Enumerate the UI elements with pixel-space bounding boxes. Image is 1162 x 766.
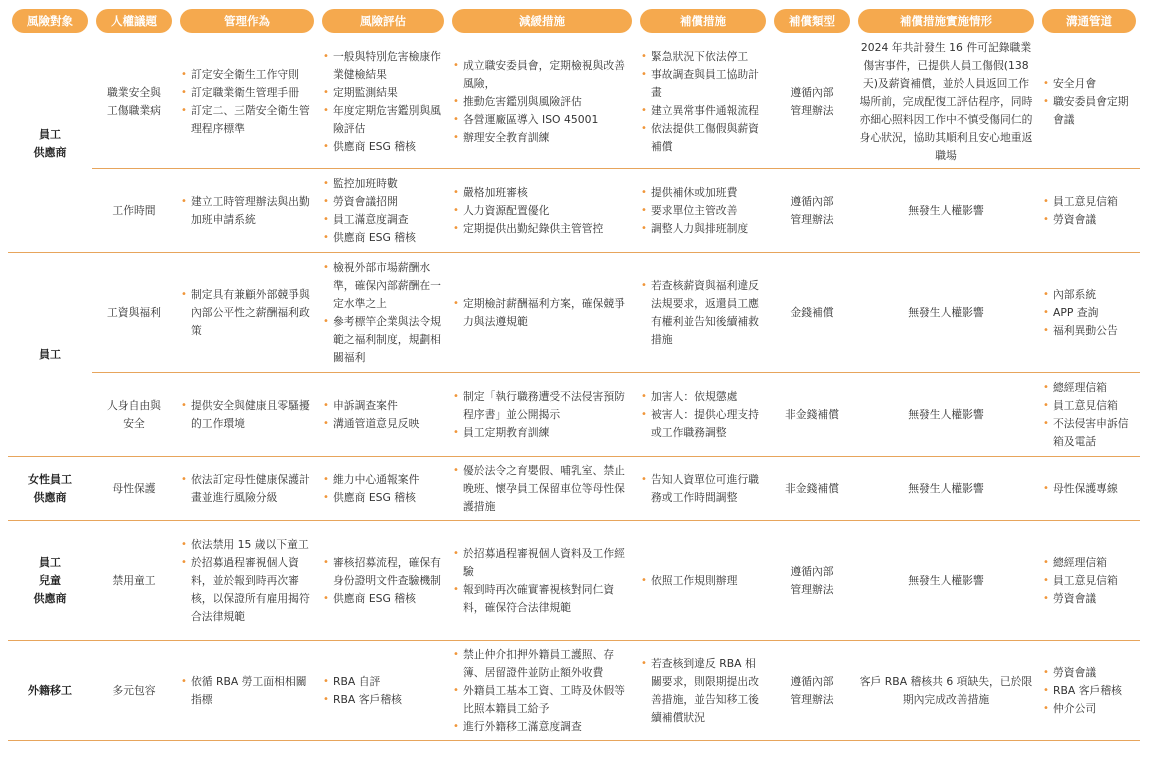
management-action-item: • 於招募過程審視個人資料，並於報到時再次審核，以保證所有雇用揭符合法律規範 [181, 554, 313, 626]
compensation-type-text: 金錢補償 [790, 305, 834, 319]
human-rights-issue-text: 工作時間 [112, 203, 156, 217]
risk-assessment-item: • 監控加班時數 [323, 175, 443, 193]
mitigation-measure-item: • 成立職安委員會，定期檢視與改善風險， [453, 57, 631, 93]
risk-object-text: 供應商 [33, 490, 67, 504]
mitigation-measure-item: • 報到時再次確實審視核對同仁資料，確保符合法律規範 [453, 581, 631, 617]
risk-assessment-item: • 勞資會議招開 [323, 193, 443, 211]
management-action [176, 521, 318, 641]
compensation-type [770, 169, 854, 253]
management-action [176, 373, 318, 457]
compensation-type-text: 管理辦法 [790, 582, 834, 596]
risk-object [8, 641, 92, 741]
table-row [8, 521, 1140, 641]
human-rights-issue-text: 工傷職業病 [107, 104, 161, 117]
compensation-type [770, 521, 854, 641]
header-row [8, 8, 1140, 34]
column-header [854, 8, 1038, 34]
implementation-status-text: 客戶 RBA 稽核共 6 項缺失，已於限期內完成改善措施 [859, 674, 1033, 706]
management-action [176, 457, 318, 521]
compensation-measure-item: • 被害人：提供心理支持或工作職務調整 [641, 406, 765, 442]
human-rights-issue [92, 253, 176, 373]
table-row [8, 253, 1140, 373]
risk-assessment [318, 373, 448, 457]
risk-assessment [318, 521, 448, 641]
column-header [318, 8, 448, 34]
human-rights-issue-text: 禁用童工 [112, 573, 156, 587]
management-action-item: • 依法禁用 15 歲以下童工 [181, 536, 313, 554]
implementation-status-text: 無發生人權影響 [908, 203, 984, 217]
column-header-label: 風險評估 [322, 9, 444, 33]
communication-channel [1038, 36, 1140, 169]
human-rights-issue [92, 36, 176, 169]
risk-object-text: 外籍移工 [28, 683, 72, 697]
mitigation-measure [448, 373, 636, 457]
compensation-measure-item: • 要求單位主管改善 [641, 202, 765, 220]
communication-channel [1038, 641, 1140, 741]
column-header-label: 人權議題 [96, 9, 172, 33]
column-header-label: 管理作為 [180, 9, 314, 33]
communication-channel-item: • RBA 客戶稽核 [1043, 682, 1135, 700]
risk-assessment-item: • RBA 自評 [323, 673, 443, 691]
column-header [770, 8, 854, 34]
communication-channel-item: • 不法侵害申訴信箱及電話 [1043, 415, 1135, 451]
risk-assessment-item: • 供應商 ESG 稽核 [323, 138, 443, 156]
risk-assessment-item: • 一般與特別危害檢康作業健檢結果 [323, 48, 443, 84]
risk-assessment-item: • 申訴調查案件 [323, 397, 443, 415]
management-action [176, 169, 318, 253]
mitigation-measure-item: • 嚴格加班審核 [453, 184, 631, 202]
risk-object-text: 兒童 [39, 573, 61, 587]
risk-assessment-item: • 供應商 ESG 稽核 [323, 229, 443, 247]
compensation-measure-item: • 緊急狀況下依法停工 [641, 48, 765, 66]
human-rights-issue-text: 安全 [123, 416, 145, 430]
column-header-label: 補償類型 [774, 9, 850, 33]
compensation-type [770, 253, 854, 373]
mitigation-measure-item: • 人力資源配置優化 [453, 202, 631, 220]
management-action-item: • 提供安全與健康且零騷擾的工作環境 [181, 397, 313, 433]
mitigation-measure [448, 521, 636, 641]
risk-object-text: 員工 [39, 128, 61, 141]
compensation-type-text: 遵循內部 [790, 564, 834, 578]
column-header-label: 減緩措施 [452, 9, 632, 33]
implementation-status-text: 無發生人權影響 [908, 407, 984, 421]
risk-assessment [318, 169, 448, 253]
communication-channel-item: • 員工意見信箱 [1043, 397, 1135, 415]
communication-channel [1038, 253, 1140, 373]
risk-object [8, 521, 92, 641]
risk-assessment-item: • 定期監測結果 [323, 84, 443, 102]
column-header-label: 溝通管道 [1042, 9, 1136, 33]
column-header [448, 8, 636, 34]
implementation-status-text: 2024 年共計發生 16 件可記錄職業傷害事件，已提供人員工傷假(138 天)及薪資補償，並於人員返回工作場所前，完成配復工評估程序，同時亦細心照料因工作中不慎受傷同仁的身心狀況，協助其順利且安心地重返職場 [859, 41, 1033, 162]
management-action [176, 641, 318, 741]
risk-object [8, 253, 92, 457]
risk-assessment-item: • RBA 客戶稽核 [323, 691, 443, 709]
management-action-item: • 訂定職業衛生管理手冊 [181, 84, 313, 102]
human-rights-issue-text: 工資與福利 [107, 305, 161, 319]
compensation-measure [636, 373, 770, 457]
human-rights-issue-text: 多元包容 [112, 683, 156, 697]
communication-channel-item: • 總經理信箱 [1043, 554, 1135, 572]
risk-assessment [318, 457, 448, 521]
human-rights-issue-text: 人身自由與 [107, 398, 161, 412]
implementation-status [854, 373, 1038, 457]
mitigation-measure [448, 169, 636, 253]
compensation-type [770, 373, 854, 457]
mitigation-measure-item: • 制定「執行職務遭受不法侵害預防程序書」並公開揭示 [453, 388, 631, 424]
table-row [8, 457, 1140, 521]
table-row [8, 36, 1140, 169]
table-row [8, 641, 1140, 741]
human-rights-issue [92, 641, 176, 741]
compensation-type-text: 管理辦法 [790, 104, 834, 117]
mitigation-measure-item: • 於招募過程審視個人資料及工作經驗 [453, 545, 631, 581]
communication-channel-item: • 員工意見信箱 [1043, 572, 1135, 590]
mitigation-measure-item: • 定期檢討薪酬福利方案，確保競爭力與法遵規範 [453, 295, 631, 331]
compensation-measure-item: • 事故調查與員工協助計畫 [641, 66, 765, 102]
compensation-measure-item: • 調整人力與排班制度 [641, 220, 765, 238]
implementation-status [854, 36, 1038, 169]
communication-channel [1038, 521, 1140, 641]
communication-channel [1038, 373, 1140, 457]
risk-assessment [318, 36, 448, 169]
communication-channel [1038, 457, 1140, 521]
compensation-measure-item: • 加害人：依規懲處 [641, 388, 765, 406]
risk-assessment-item: • 檢視外部市場薪酬水準，確保內部薪酬在一定水準之上 [323, 259, 443, 313]
compensation-type-text: 遵循內部 [790, 86, 834, 99]
risk-object-text: 員工 [39, 347, 61, 361]
compensation-type-text: 遵循內部 [790, 674, 834, 688]
table-body [8, 34, 1140, 741]
management-action-item: • 制定具有兼顧外部競爭與內部公平性之薪酬福利政策 [181, 286, 313, 340]
implementation-status-text: 無發生人權影響 [908, 573, 984, 587]
management-action-item: • 訂定安全衛生工作守則 [181, 66, 313, 84]
risk-assessment-item: • 溝通管道意見反映 [323, 415, 443, 433]
management-action [176, 36, 318, 169]
mitigation-measure-item: • 禁止仲介扣押外籍員工護照、存簿、居留證件並防止額外收費 [453, 646, 631, 682]
risk-object-text: 供應商 [33, 146, 67, 159]
management-action-item: • 依法訂定母性健康保護計畫並進行風險分級 [181, 471, 313, 507]
column-header-label: 補償措施實施情形 [858, 9, 1034, 33]
compensation-measure [636, 169, 770, 253]
risk-assessment-item: • 員工滿意度調查 [323, 211, 443, 229]
compensation-type-text: 非金錢補償 [785, 407, 839, 421]
risk-assessment-item: • 維力中心通報案件 [323, 471, 443, 489]
risk-assessment-item: • 供應商 ESG 稽核 [323, 489, 443, 507]
mitigation-measure-item: • 員工定期教育訓練 [453, 424, 631, 442]
mitigation-measure-item: • 外籍員工基本工資、工時及休假等比照本籍員工給予 [453, 682, 631, 718]
risk-object [8, 457, 92, 521]
mitigation-measure-item: • 定期提供出勤紀錄供主管管控 [453, 220, 631, 238]
communication-channel-item: • 勞資會議 [1043, 211, 1135, 229]
implementation-status [854, 169, 1038, 253]
mitigation-measure [448, 36, 636, 169]
human-rights-risk-table [8, 8, 1140, 741]
mitigation-measure-item: • 優於法令之育嬰假、哺乳室、禁止晚班、懷孕員工保留車位等母性保護措施 [453, 462, 631, 516]
mitigation-measure [448, 253, 636, 373]
communication-channel-item: • 勞資會議 [1043, 664, 1135, 682]
risk-assessment-item: • 供應商 ESG 稽核 [323, 590, 443, 608]
compensation-type [770, 36, 854, 169]
compensation-type [770, 641, 854, 741]
risk-assessment-item: • 審核招募流程，確保有身份證明文件查驗機制 [323, 554, 443, 590]
implementation-status [854, 253, 1038, 373]
implementation-status-text: 無發生人權影響 [908, 305, 984, 319]
implementation-status-text: 無發生人權影響 [908, 481, 984, 495]
compensation-measure-item: • 依法提供工傷假與薪資補償 [641, 120, 765, 156]
column-header-label: 補償措施 [640, 9, 766, 33]
implementation-status [854, 641, 1038, 741]
column-header-label: 風險對象 [12, 9, 88, 33]
human-rights-issue [92, 169, 176, 253]
compensation-measure [636, 521, 770, 641]
management-action-item: • 訂定二、三階安全衛生管理程序標準 [181, 102, 313, 138]
column-header [176, 8, 318, 34]
communication-channel-item: • 福利異動公告 [1043, 322, 1135, 340]
compensation-measure [636, 457, 770, 521]
risk-object [8, 36, 92, 253]
mitigation-measure-item: • 辦理安全教育訓練 [453, 129, 631, 147]
risk-assessment [318, 641, 448, 741]
compensation-measure [636, 36, 770, 169]
human-rights-issue-text: 母性保護 [112, 481, 156, 495]
mitigation-measure-item: • 進行外籍移工滿意度調查 [453, 718, 631, 736]
communication-channel-item: • 勞資會議 [1043, 590, 1135, 608]
mitigation-measure [448, 457, 636, 521]
compensation-type-text: 遵循內部 [790, 194, 834, 208]
column-header [92, 8, 176, 34]
mitigation-measure [448, 641, 636, 741]
management-action-item: • 依循 RBA 勞工面相相關指標 [181, 673, 313, 709]
communication-channel-item: • 總經理信箱 [1043, 379, 1135, 397]
risk-assessment-item: • 參考標竿企業與法令規範之福利制度，規劃相關福利 [323, 313, 443, 367]
management-action-item: • 建立工時管理辦法與出勤加班申請系統 [181, 193, 313, 229]
compensation-measure-item: • 建立異常事件通報流程 [641, 102, 765, 120]
human-rights-issue [92, 521, 176, 641]
compensation-type-text: 管理辦法 [790, 212, 834, 226]
mitigation-measure-item: • 各營運廠區導入 ISO 45001 [453, 111, 631, 129]
human-rights-issue-text: 職業安全與 [107, 86, 161, 99]
implementation-status [854, 457, 1038, 521]
communication-channel-item: • APP 查詢 [1043, 304, 1135, 322]
risk-object-text: 供應商 [33, 591, 67, 605]
communication-channel-item: • 員工意見信箱 [1043, 193, 1135, 211]
management-action [176, 253, 318, 373]
compensation-measure-item: • 依照工作規則辦理 [641, 572, 765, 590]
compensation-measure-item: • 提供補休或加班費 [641, 184, 765, 202]
compensation-measure [636, 253, 770, 373]
human-rights-issue [92, 373, 176, 457]
compensation-measure-item: • 若查核到違反 RBA 相關要求，則限期提出改善措施，並告知移工後續補償狀況 [641, 655, 765, 727]
mitigation-measure-item: • 推動危害鑑別與風險評估 [453, 93, 631, 111]
compensation-type [770, 457, 854, 521]
compensation-measure-item: • 若查核薪資與福利違反法規要求，返還員工應有權利並告知後續補救措施 [641, 277, 765, 349]
risk-object-text: 員工 [39, 555, 61, 569]
compensation-measure [636, 641, 770, 741]
communication-channel [1038, 169, 1140, 253]
table-row [8, 169, 1140, 253]
communication-channel-item: • 安全月會 [1043, 75, 1135, 93]
risk-object-text: 女性員工 [28, 472, 72, 486]
column-header [8, 8, 92, 34]
column-header [636, 8, 770, 34]
compensation-type-text: 管理辦法 [790, 692, 834, 706]
risk-assessment-item: • 年度定期危害鑑別與風險評估 [323, 102, 443, 138]
communication-channel-item: • 職安委員會定期會議 [1043, 93, 1135, 129]
communication-channel-item: • 母性保護專線 [1043, 480, 1135, 498]
compensation-measure-item: • 告知人資單位可進行職務或工作時間調整 [641, 471, 765, 507]
column-header [1038, 8, 1140, 34]
human-rights-issue [92, 457, 176, 521]
compensation-type-text: 非金錢補償 [785, 481, 839, 495]
communication-channel-item: • 仲介公司 [1043, 700, 1135, 718]
table-row [8, 373, 1140, 457]
risk-assessment [318, 253, 448, 373]
communication-channel-item: • 內部系統 [1043, 286, 1135, 304]
implementation-status [854, 521, 1038, 641]
